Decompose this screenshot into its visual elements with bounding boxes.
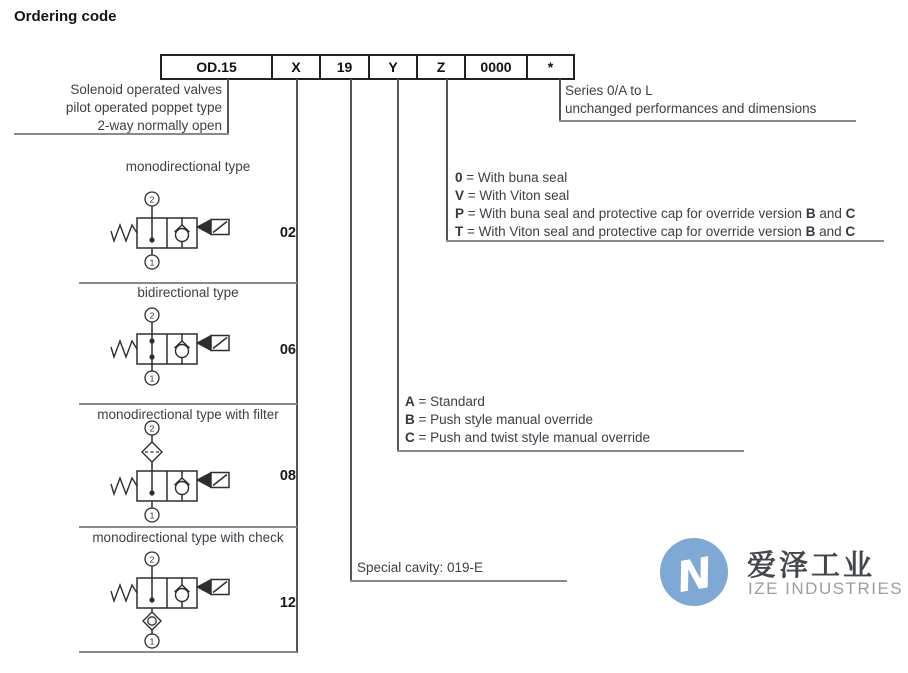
rule-series-note <box>559 120 856 122</box>
note-line: pilot operated poppet type <box>65 100 222 115</box>
leader-line-19 <box>350 79 352 582</box>
section-separator-1 <box>79 282 297 284</box>
leader-line-y <box>397 79 399 452</box>
code-cell-1: X <box>271 54 321 80</box>
note-line: Series 0/A to L <box>565 83 653 98</box>
rule-override-options <box>397 450 744 452</box>
svg-text:1: 1 <box>149 510 155 521</box>
cavity-note: Special cavity: 019-E <box>357 560 484 575</box>
svg-text:1: 1 <box>149 257 155 268</box>
leader-line-z <box>446 79 448 242</box>
valve-symbol-monodirectional <box>101 188 233 274</box>
option-item: A = Standard <box>405 394 485 409</box>
section-title-check: monodirectional type with check <box>92 530 284 545</box>
seal-options-list <box>455 169 855 241</box>
option-item: P = With buna seal and protective cap for override version B and C <box>455 206 856 221</box>
logo-english-name: IZE INDUSTRIES <box>748 579 904 598</box>
logo-chinese-name: 爱泽工业 <box>747 550 876 582</box>
note-line: unchanged performances and dimensions <box>565 101 817 116</box>
code-cell-5: 0000 <box>464 54 528 80</box>
code-cell-4: Z <box>416 54 466 80</box>
leader-line-od15 <box>227 79 229 135</box>
code-cell-3: Y <box>368 54 418 80</box>
note-line: 2-way normally open <box>97 118 222 133</box>
svg-text:2: 2 <box>149 310 155 321</box>
section-title-filter: monodirectional type with filter <box>97 407 279 422</box>
option-item: C = Push and twist style manual override <box>405 430 650 445</box>
option-item: T = With Viton seal and protective cap for override version B and C <box>455 224 856 239</box>
section-separator-2 <box>79 403 297 405</box>
svg-text:2: 2 <box>149 554 155 565</box>
ize-logo-icon <box>660 538 728 606</box>
page-title: Ordering code <box>14 8 117 25</box>
code-cell-0: OD.15 <box>160 54 273 80</box>
ordering-code-table <box>160 54 575 80</box>
section-code-06: 06 <box>279 342 296 358</box>
section-code-12: 12 <box>279 595 296 611</box>
option-item: V = With Viton seal <box>455 188 570 203</box>
note-line: Solenoid operated valves <box>70 82 222 97</box>
override-options-list <box>405 393 650 447</box>
section-title-monodirectional: monodirectional type <box>125 159 251 174</box>
code-cell-6: * <box>526 54 575 80</box>
svg-text:1: 1 <box>149 373 155 384</box>
svg-text:1: 1 <box>149 636 155 647</box>
svg-text:2: 2 <box>149 194 155 205</box>
valve-symbol-check <box>101 548 233 652</box>
section-title-bidirectional: bidirectional type <box>137 285 239 300</box>
leader-line-star <box>559 79 561 122</box>
series-note <box>565 82 816 118</box>
logo-letter: N <box>672 547 717 603</box>
section-code-02: 02 <box>279 225 296 241</box>
valve-symbol-filter <box>101 416 233 528</box>
svg-text:2: 2 <box>149 423 155 434</box>
option-item: B = Push style manual override <box>405 412 593 427</box>
rule-cavity-note <box>350 580 567 582</box>
section-code-08: 08 <box>279 468 296 484</box>
valve-symbol-bidirectional <box>101 304 233 390</box>
option-item: 0 = With buna seal <box>455 170 568 185</box>
code-cell-2: 19 <box>319 54 370 80</box>
valve-description-note <box>14 81 222 135</box>
